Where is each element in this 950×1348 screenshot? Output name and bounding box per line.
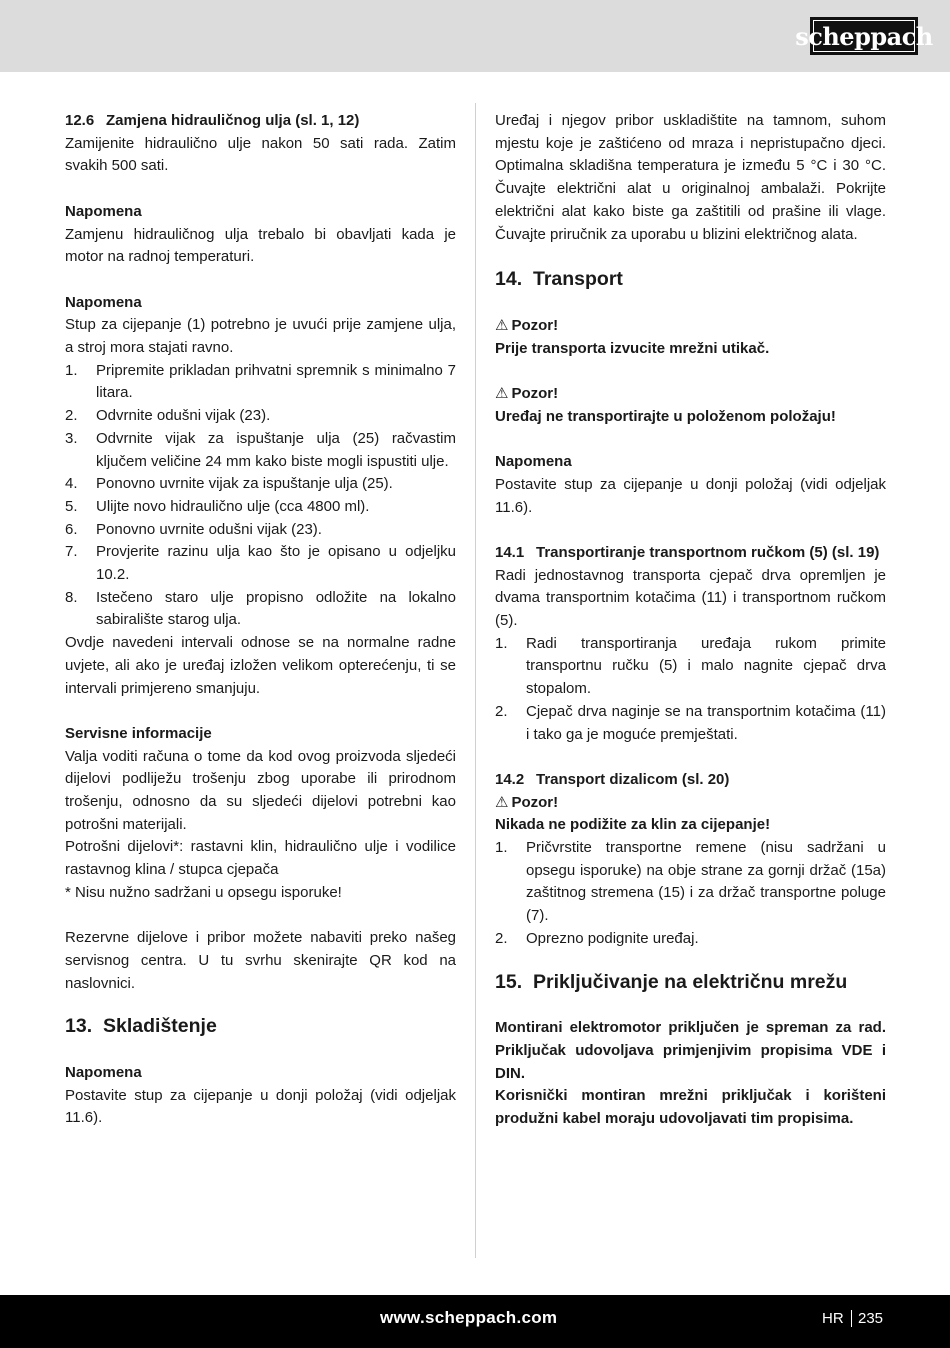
warning-triangle-icon: ⚠ <box>495 793 509 811</box>
warning-text: Prije transporta izvucite mrežni utikač. <box>495 339 770 357</box>
list-item: 1. Radi transportiranja uređaja rukom primite transportnu ručku (5) i malo nagnite cjepač drva stopalom. <box>495 634 886 698</box>
column-divider <box>475 103 476 1258</box>
note-text: Stup za cijepanje (1) potrebno je uvući prije zamjene ulja, a stroj mora stajati ravno. <box>65 316 456 356</box>
transport-handle-steps <box>495 633 886 747</box>
footer-bar <box>0 1295 950 1348</box>
list-item: 2. Odvrnite odušni vijak (23). <box>65 407 271 425</box>
list-item: 6. Ponovno uvrnite odušni vijak (23). <box>65 520 322 538</box>
footer-separator <box>851 1310 852 1327</box>
list-item: 7. Provjerite razinu ulja kao što je opisano u odjeljku 10.2. <box>65 543 456 584</box>
list-item: 3. Odvrnite vijak za ispuštanje ulja (25) račvastim ključem veličine 24 mm kako biste mogli ispustiti ulje. <box>65 429 456 470</box>
list-item: 2. Oprezno podignite uređaj. <box>495 929 699 947</box>
warning-title: ⚠ Pozor! <box>495 383 886 406</box>
list-item: 5. Ulijte novo hidraulično ulje (cca 4800 ml). <box>65 497 370 515</box>
list-item: 1. Pripremite prikladan prihvatni spremnik s minimalno 7 litara. <box>65 361 456 402</box>
note-text: Postavite stup za cijepanje u donji položaj (vidi odjeljak 11.6). <box>495 475 886 516</box>
paragraph: Radi jednostavnog transporta cjepač drva opremljen je dvama transportnim kotačima (11) i transportnom ručkom (5). <box>495 566 886 630</box>
crane-transport-steps <box>495 837 886 951</box>
paragraph: Ovdje navedeni intervali odnose se na normalne radne uvjete, ali ako je uređaj izložen velikom opterećenju, ti se intervali primjereno smanjuju. <box>65 634 456 697</box>
section-14-1-heading: 14.1 Transportiranje transportnom ručkom (5) (sl. 19) <box>495 543 880 561</box>
note-title: Napomena <box>495 453 572 471</box>
paragraph: Potrošni dijelovi*: rastavni klin, hidraulično ulje i vodilice rastavnog klina / stupca cjepača <box>65 838 456 879</box>
note-title: Napomena <box>65 293 142 311</box>
brand-logo <box>795 17 933 55</box>
paragraph-bold: Montirani elektromotor priključen je spreman za rad. Priključak udovoljava primjenjivim propisima VDE i DIN. <box>495 1019 886 1082</box>
list-item: 2. Cjepač drva naginje se na transportnim kotačima (11) i tako ga je moguće premještati. <box>495 702 886 743</box>
note-title: Napomena <box>65 202 142 220</box>
warning-triangle-icon: ⚠ <box>495 385 509 403</box>
list-item: 4. Ponovno uvrnite vijak za ispuštanje ulja (25). <box>65 475 393 493</box>
section-15-heading: 15. Priključivanje na električnu mrežu <box>495 970 848 993</box>
oil-change-steps <box>65 360 456 632</box>
paragraph: Valja voditi računa o tome da kod ovog proizvoda sljedeći dijelovi podliježu trošenju zbog uporabe ili prirodnom trošenju, odnosno da su sljedeći dijelovi potrebni kao potrošni materijali. <box>65 747 456 833</box>
paragraph: Rezervne dijelove i pribor možete nabaviti preko našeg servisnog centra. U tu svrhu skenirajte QR kod na naslovnici. <box>65 929 456 992</box>
paragraph: Zamijenite hidraulično ulje nakon 50 sati rada. Zatim svakih 500 sati. <box>65 134 456 175</box>
section-14-2-heading: 14.2 Transport dizalicom (sl. 20) <box>495 770 730 788</box>
warning-text: Uređaj ne transportirajte u položenom položaju! <box>495 407 836 425</box>
brand-logo-text: scheppach <box>795 21 933 51</box>
left-column <box>65 110 456 1130</box>
section-13-heading: 13. Skladištenje <box>65 1015 217 1038</box>
section-title: Zamjena hidrauličnog ulja (sl. 1, 12) <box>106 112 360 129</box>
website-url: www.scheppach.com <box>380 1308 558 1327</box>
note-text: Zamjenu hidrauličnog ulja trebalo bi obavljati kada je motor na radnoj temperaturi. <box>65 225 456 266</box>
paragraph: * Nisu nužno sadržani u opsegu isporuke! <box>65 883 342 901</box>
list-item: 1. Pričvrstite transportne remene (nisu sadržani u opsegu isporuke) na obje strane za gornji držač (15a) zaštitnog stremena (15) i za držač transportne poluge (7). <box>495 839 886 925</box>
list-item: 8. Istečeno staro ulje propisno odložite na lokalno sabiralište starog ulja. <box>65 588 456 629</box>
page-number: 235 <box>858 1310 884 1327</box>
warning-triangle-icon: ⚠ <box>495 316 509 334</box>
paragraph-bold: Korisnički montiran mrežni priključak i korišteni produžni kabel moraju udovoljavati tim propisima. <box>495 1087 886 1128</box>
warning-title: ⚠ Pozor! <box>495 792 886 815</box>
note-text: Postavite stup za cijepanje u donji položaj (vidi odjeljak 11.6). <box>65 1086 456 1127</box>
note-title: Napomena <box>65 1064 142 1082</box>
service-title: Servisne informacije <box>65 724 212 742</box>
right-column <box>495 110 886 1131</box>
section-number: 12.6 <box>65 112 95 129</box>
warning-title: ⚠ Pozor! <box>495 315 886 338</box>
language-code: HR <box>822 1310 844 1327</box>
section-14-heading: 14. Transport <box>495 268 623 291</box>
section-12-6-heading <box>65 110 456 133</box>
warning-text: Nikada ne podižite za klin za cijepanje! <box>495 816 771 834</box>
paragraph: Uređaj i njegov pribor uskladištite na tamnom, suhom mjestu koje je zaštićeno od mraza i nepristupačno djeci. Optimalna skladišna temperatura je između 5 °C i 30 °C. Čuvajte električni alat u originalnoj ambalaži. Pokrijte električni alat kako biste ga zaštitili od prašine ili vlage. Čuvajte priručnik za uporabu u blizini električnog alata. <box>495 112 886 243</box>
